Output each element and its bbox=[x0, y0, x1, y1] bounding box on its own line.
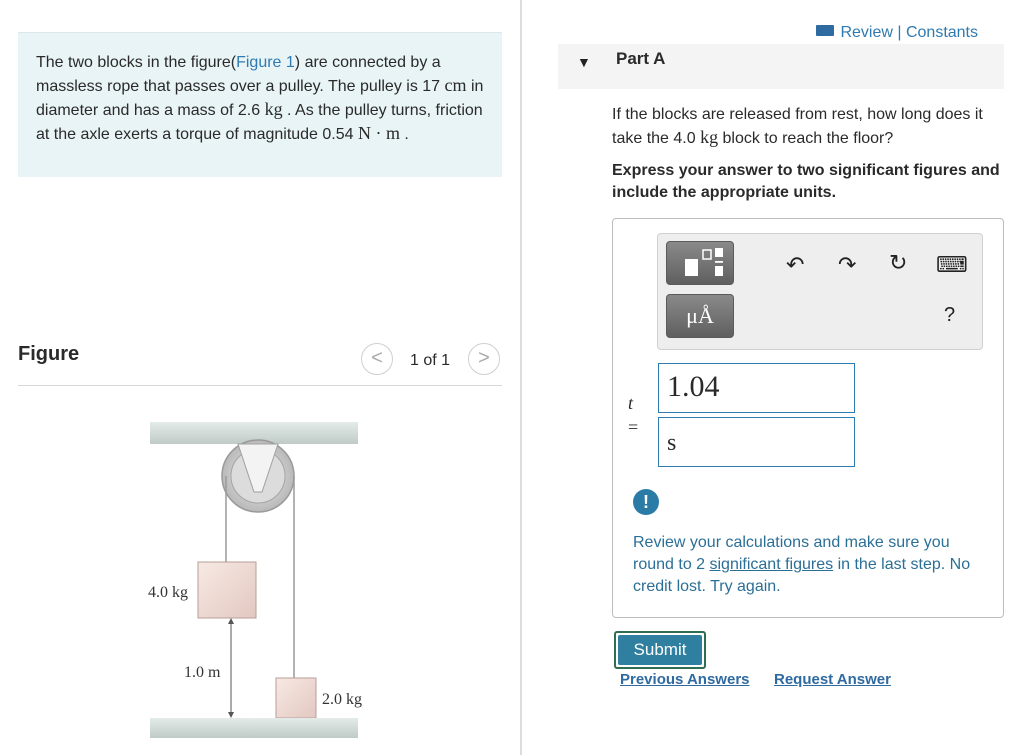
label-mass-right: 2.0 kg bbox=[322, 691, 362, 708]
reset-icon[interactable]: ↻ bbox=[889, 250, 908, 275]
floor bbox=[150, 718, 358, 738]
right-panel bbox=[522, 0, 1024, 755]
label-height: 1.0 m bbox=[184, 664, 221, 681]
fraction-template-icon bbox=[667, 242, 735, 286]
equals-sign: = bbox=[628, 417, 639, 437]
block-2kg bbox=[276, 678, 316, 718]
instruction-text: Express your answer to two significant figures and include the appropriate units. bbox=[612, 162, 1000, 201]
undo-icon[interactable]: ↶ bbox=[786, 252, 805, 277]
part-title: Part A bbox=[616, 49, 666, 68]
figure-pager: 1 of 1 bbox=[410, 352, 451, 369]
warning-icon: ! bbox=[633, 489, 659, 515]
answer-box bbox=[612, 218, 1004, 618]
unit-input[interactable]: s bbox=[658, 417, 855, 467]
block-4kg bbox=[198, 562, 256, 618]
figure-title: Figure bbox=[18, 343, 80, 365]
redo-icon[interactable]: ↷ bbox=[838, 252, 857, 277]
value-input[interactable]: 1.04 bbox=[658, 363, 855, 413]
pulley-figure bbox=[140, 410, 380, 750]
significant-figures-link[interactable]: significant figures bbox=[709, 556, 834, 573]
pulley-diagram bbox=[140, 410, 380, 750]
book-icon bbox=[816, 25, 834, 36]
question-text: If the blocks are released from rest, how long does it take the 4.0 kg block to reach the floor? bbox=[612, 106, 983, 147]
feedback-message: Review your calculations and make sure you round to 2 significant figures in the last step. No credit lost. Try again. bbox=[633, 534, 971, 595]
figure-header bbox=[18, 342, 502, 386]
previous-answers-link[interactable]: Previous Answers bbox=[620, 671, 750, 688]
math-toolbar bbox=[657, 233, 983, 350]
review-constants-link[interactable]: Review | Constants bbox=[816, 24, 978, 42]
units-button[interactable]: μÅ bbox=[666, 294, 734, 338]
part-a-header[interactable] bbox=[558, 44, 1004, 89]
collapse-arrow-icon: ▼ bbox=[577, 54, 591, 70]
label-mass-left: 4.0 kg bbox=[148, 584, 188, 601]
answer-variable: t bbox=[628, 393, 634, 413]
problem-statement: The two blocks in the figure(Figure 1) are connected by a massless rope that passes over a pulley. The pulley is 17 cm in diameter and has a mass of 2.6 kg . As the pulley turns, friction at the axle exerts a torque of magnitude 0.54 N · m . bbox=[18, 32, 502, 177]
height-arrow-top bbox=[228, 618, 234, 624]
figure-link[interactable]: Figure 1 bbox=[236, 54, 295, 71]
figure-next-button[interactable]: > bbox=[468, 343, 500, 375]
height-arrow-bottom bbox=[228, 712, 234, 718]
submit-button[interactable]: Submit bbox=[614, 631, 706, 669]
templates-button[interactable] bbox=[666, 241, 734, 285]
request-answer-link[interactable]: Request Answer bbox=[774, 671, 891, 688]
keyboard-icon[interactable]: ⌨ bbox=[936, 252, 968, 277]
figure-prev-button[interactable]: < bbox=[361, 343, 393, 375]
help-button[interactable]: ? bbox=[944, 304, 956, 326]
